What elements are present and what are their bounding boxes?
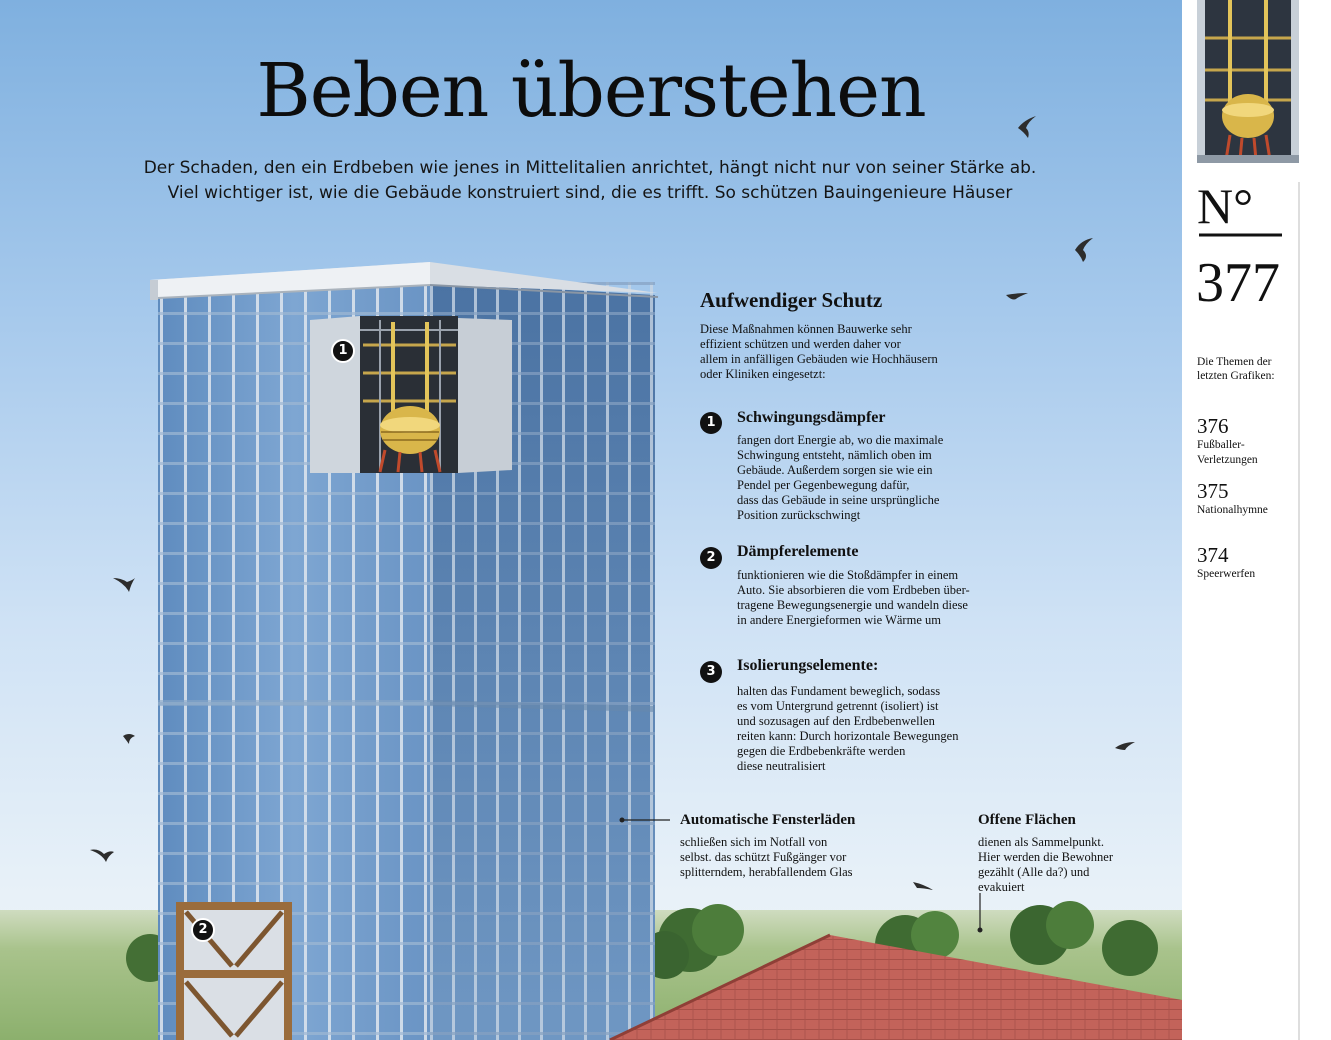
item-2-text	[737, 568, 1007, 628]
issue-number: 377	[1196, 252, 1280, 314]
open-areas-text	[978, 835, 1148, 895]
item-1-title: Schwingungsdämpfer	[737, 409, 886, 426]
marker-2: 2	[191, 918, 215, 942]
recent-item[interactable]	[1197, 414, 1258, 468]
open-areas-line: dienen als Sammelpunkt.	[978, 835, 1105, 849]
item-1-line: Position zurückschwingt	[737, 508, 861, 522]
panel-intro-line: oder Kliniken eingesetzt:	[700, 367, 826, 381]
item-3-badge: 3	[700, 661, 722, 683]
issue-no-label: N°	[1197, 178, 1254, 234]
item-2-line: in andere Energieformen wie Wärme um	[737, 613, 941, 627]
recent-topics-label	[1197, 355, 1275, 383]
thumbnail-damper[interactable]	[1197, 0, 1299, 163]
panel-intro-line: allem in anfälligen Gebäuden wie Hochhäusern	[700, 352, 938, 366]
item-3-line: und sozusagen auf den Erdbebenwellen	[737, 714, 935, 728]
item-2-badge: 2	[700, 547, 722, 569]
open-areas-line: evakuiert	[978, 880, 1025, 894]
item-1-badge: 1	[700, 412, 722, 434]
item-1-line: Gebäude. Außerdem sorgen sie wie ein	[737, 463, 933, 477]
panel-intro-line: Diese Maßnahmen können Bauwerke sehr	[700, 322, 912, 336]
item-3-line: gegen die Erdbebenkräfte werden	[737, 744, 906, 758]
item-2-line: Auto. Sie absorbieren die vom Erdbeben über-	[737, 583, 970, 597]
recent-item-line: Fußballer-	[1197, 439, 1245, 451]
item-1-line: fangen dort Energie ab, wo die maximale	[737, 433, 944, 447]
item-1-text	[737, 433, 997, 523]
item-3-title: Isolierungselemente:	[737, 657, 879, 674]
recent-item-number: 375	[1197, 479, 1229, 503]
recent-topics-line: Die Themen der	[1197, 356, 1272, 368]
item-2-line: tragene Bewegungsenergie und wandeln diese	[737, 598, 968, 612]
recent-item[interactable]	[1197, 543, 1255, 582]
subtitle	[120, 156, 1060, 206]
item-1-line: dass das Gebäude in seine ursprüngliche	[737, 493, 940, 507]
panel-heading: Aufwendiger Schutz	[700, 288, 883, 312]
shutters-line: schließen sich im Notfall von	[680, 835, 828, 849]
item-3-line: diese neutralisiert	[737, 759, 826, 773]
panel-intro	[700, 322, 990, 382]
shutters-title: Automatische Fensterläden	[680, 812, 856, 828]
subtitle-line-2: Viel wichtiger ist, wie die Gebäude konstruiert sind, die es trifft. So schützen Bauingenieure Häuser	[167, 183, 1013, 203]
item-3-line: halten das Fundament beweglich, sodass	[737, 684, 941, 698]
recent-item-number: 376	[1197, 414, 1229, 438]
subtitle-line-1: Der Schaden, den ein Erdbeben wie jenes in Mittelitalien anrichtet, hängt nicht nur von seiner Stärke ab.	[143, 158, 1037, 178]
sidebar-graphics	[1182, 0, 1331, 1040]
recent-item-line: Speerwerfen	[1197, 568, 1256, 580]
recent-item-line: Verletzungen	[1197, 454, 1258, 466]
shutters-line: splitterndem, herabfallendem Glas	[680, 865, 853, 879]
page-title: Beben überstehen	[256, 48, 926, 134]
item-1-line: Schwingung entsteht, nämlich oben im	[737, 448, 932, 462]
shutters-line: selbst. das schützt Fußgänger vor	[680, 850, 847, 864]
recent-topics-line: letzten Grafiken:	[1197, 370, 1275, 382]
open-areas-title: Offene Flächen	[978, 812, 1076, 828]
recent-item-line: Nationalhymne	[1197, 504, 1268, 516]
item-2-line: funktionieren wie die Stoßdämpfer in einem	[737, 568, 959, 582]
open-areas-line: gezählt (Alle da?) und	[978, 865, 1090, 879]
item-2-title: Dämpferelemente	[737, 543, 859, 560]
item-3-line: es vom Untergrund getrennt (isoliert) ist	[737, 699, 939, 713]
open-areas-line: Hier werden die Bewohner	[978, 850, 1114, 864]
recent-item-number: 374	[1197, 543, 1229, 567]
recent-item[interactable]	[1197, 479, 1268, 518]
item-1-line: Pendel per Gegenbewegung dafür,	[737, 478, 910, 492]
panel-intro-line: effizient schützen und werden daher vor	[700, 337, 901, 351]
item-3-text	[737, 684, 1007, 774]
item-3-line: reiten kann: Durch horizontale Bewegungen	[737, 729, 959, 743]
shutters-text	[680, 835, 900, 880]
issue-sidebar	[1182, 0, 1331, 1040]
marker-1: 1	[331, 339, 355, 363]
